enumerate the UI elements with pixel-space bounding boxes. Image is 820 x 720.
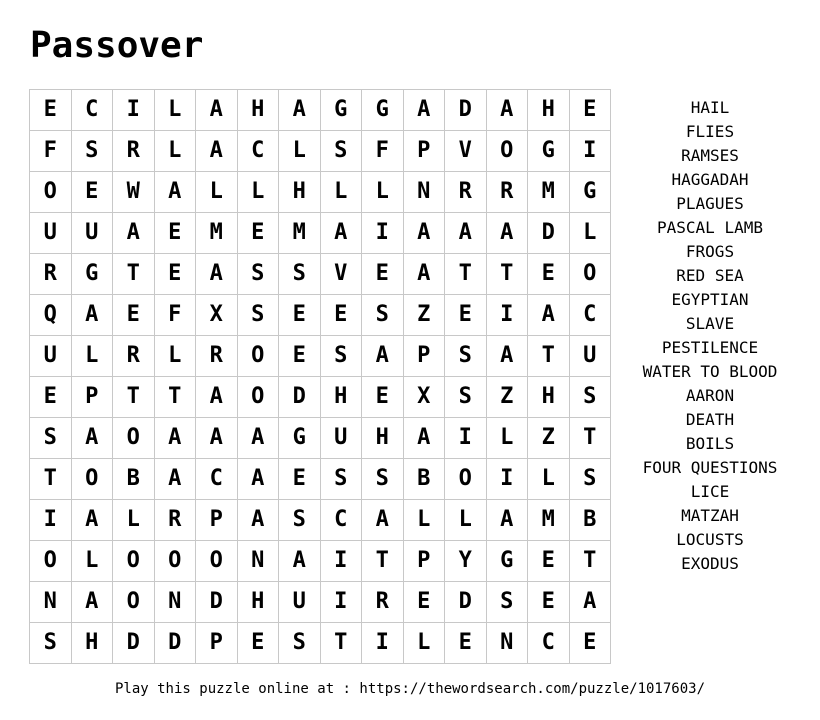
- grid-cell[interactable]: E: [320, 295, 362, 336]
- word-list-item: WATER TO BLOOD: [642, 362, 778, 381]
- grid-cell[interactable]: L: [403, 623, 445, 664]
- grid-cell[interactable]: S: [569, 377, 611, 418]
- grid-cell[interactable]: S: [237, 295, 279, 336]
- grid-cell[interactable]: E: [445, 295, 487, 336]
- grid-cell[interactable]: A: [71, 582, 113, 623]
- grid-cell[interactable]: E: [279, 459, 321, 500]
- grid-cell[interactable]: U: [30, 336, 72, 377]
- grid-cell[interactable]: A: [71, 500, 113, 541]
- grid-cell[interactable]: D: [445, 90, 487, 131]
- grid-cell[interactable]: A: [279, 90, 321, 131]
- grid-row: [30, 172, 611, 213]
- grid-cell[interactable]: U: [71, 213, 113, 254]
- grid-cell[interactable]: S: [569, 459, 611, 500]
- grid-cell[interactable]: S: [362, 295, 404, 336]
- grid-row: [30, 582, 611, 623]
- grid-cell[interactable]: A: [279, 541, 321, 582]
- grid-cell[interactable]: E: [154, 254, 196, 295]
- grid-cell[interactable]: M: [279, 213, 321, 254]
- word-list-item: HAIL: [690, 98, 730, 117]
- grid-cell[interactable]: N: [237, 541, 279, 582]
- footer-link-text: Play this puzzle online at : https://thewordsearch.com/puzzle/1017603/: [114, 681, 705, 697]
- grid-cell[interactable]: N: [486, 623, 528, 664]
- grid-cell[interactable]: G: [71, 254, 113, 295]
- grid-cell[interactable]: E: [528, 582, 570, 623]
- grid-cell[interactable]: N: [403, 172, 445, 213]
- grid-cell[interactable]: X: [403, 377, 445, 418]
- grid-cell[interactable]: E: [569, 623, 611, 664]
- grid-cell[interactable]: R: [196, 336, 238, 377]
- word-list-item: RED SEA: [676, 266, 744, 285]
- grid-cell[interactable]: A: [403, 213, 445, 254]
- grid-cell[interactable]: T: [154, 377, 196, 418]
- grid-cell[interactable]: L: [113, 500, 155, 541]
- grid-cell[interactable]: L: [362, 172, 404, 213]
- grid-cell[interactable]: O: [445, 459, 487, 500]
- grid-cell[interactable]: E: [445, 623, 487, 664]
- word-list-item: FLIES: [685, 122, 735, 141]
- grid-cell[interactable]: P: [403, 336, 445, 377]
- grid-cell[interactable]: O: [30, 541, 72, 582]
- grid-cell[interactable]: R: [30, 254, 72, 295]
- grid-cell[interactable]: D: [196, 582, 238, 623]
- word-list-item: FOUR QUESTIONS: [642, 458, 778, 477]
- grid-cell[interactable]: C: [528, 623, 570, 664]
- grid-cell[interactable]: S: [362, 459, 404, 500]
- grid-cell[interactable]: P: [196, 500, 238, 541]
- grid-row: [30, 418, 611, 459]
- grid-cell[interactable]: L: [154, 131, 196, 172]
- grid-cell[interactable]: A: [486, 213, 528, 254]
- grid-cell[interactable]: S: [320, 459, 362, 500]
- grid-cell[interactable]: S: [445, 377, 487, 418]
- word-list-item: RAMSES: [681, 146, 739, 165]
- grid-cell[interactable]: S: [320, 336, 362, 377]
- grid-cell[interactable]: L: [71, 336, 113, 377]
- grid-cell[interactable]: A: [154, 418, 196, 459]
- grid-cell[interactable]: A: [196, 377, 238, 418]
- grid-cell[interactable]: L: [320, 172, 362, 213]
- grid-cell[interactable]: A: [486, 90, 528, 131]
- grid-cell[interactable]: S: [279, 623, 321, 664]
- grid-cell[interactable]: O: [237, 377, 279, 418]
- grid-cell[interactable]: I: [362, 213, 404, 254]
- grid-cell[interactable]: T: [113, 377, 155, 418]
- grid-cell[interactable]: E: [569, 90, 611, 131]
- grid-cell[interactable]: A: [196, 131, 238, 172]
- grid-cell[interactable]: O: [196, 541, 238, 582]
- word-list-item: EXODUS: [681, 554, 739, 573]
- grid-cell[interactable]: D: [279, 377, 321, 418]
- grid-cell[interactable]: T: [569, 541, 611, 582]
- grid-cell[interactable]: R: [486, 172, 528, 213]
- grid-cell[interactable]: A: [237, 500, 279, 541]
- grid-cell[interactable]: E: [71, 172, 113, 213]
- grid-cell[interactable]: I: [362, 623, 404, 664]
- grid-cell[interactable]: E: [30, 377, 72, 418]
- word-list-item: BOILS: [685, 434, 735, 453]
- grid-cell[interactable]: A: [71, 295, 113, 336]
- grid-cell[interactable]: T: [113, 254, 155, 295]
- grid-cell[interactable]: M: [196, 213, 238, 254]
- grid-cell[interactable]: A: [113, 213, 155, 254]
- grid-row: [30, 295, 611, 336]
- grid-cell[interactable]: Z: [528, 418, 570, 459]
- grid-row: [30, 459, 611, 500]
- grid-cell[interactable]: R: [154, 500, 196, 541]
- grid-cell[interactable]: O: [569, 254, 611, 295]
- grid-cell[interactable]: A: [528, 295, 570, 336]
- word-list-item: HAGGADAH: [671, 170, 749, 189]
- grid-cell[interactable]: C: [320, 500, 362, 541]
- grid-cell[interactable]: S: [71, 131, 113, 172]
- grid-cell[interactable]: Q: [30, 295, 72, 336]
- grid-cell[interactable]: L: [196, 172, 238, 213]
- grid-cell[interactable]: B: [569, 500, 611, 541]
- grid-cell[interactable]: A: [362, 336, 404, 377]
- grid-cell[interactable]: A: [569, 582, 611, 623]
- grid-cell[interactable]: G: [528, 131, 570, 172]
- grid-cell[interactable]: L: [403, 500, 445, 541]
- grid-cell[interactable]: I: [30, 500, 72, 541]
- grid-row: [30, 336, 611, 377]
- grid-cell[interactable]: G: [362, 90, 404, 131]
- grid-cell[interactable]: E: [237, 623, 279, 664]
- grid-cell[interactable]: P: [196, 623, 238, 664]
- grid-cell[interactable]: A: [403, 418, 445, 459]
- grid-cell[interactable]: O: [113, 418, 155, 459]
- grid-cell[interactable]: H: [528, 90, 570, 131]
- grid-row: [30, 90, 611, 131]
- grid-cell[interactable]: A: [237, 418, 279, 459]
- grid-cell[interactable]: O: [71, 459, 113, 500]
- grid-cell[interactable]: C: [71, 90, 113, 131]
- grid-row: [30, 254, 611, 295]
- grid-cell[interactable]: O: [30, 172, 72, 213]
- word-list-item: AARON: [685, 386, 735, 405]
- grid-cell[interactable]: L: [445, 500, 487, 541]
- grid-cell[interactable]: I: [320, 541, 362, 582]
- grid-cell[interactable]: A: [237, 459, 279, 500]
- grid-cell[interactable]: A: [362, 500, 404, 541]
- grid-cell[interactable]: S: [320, 131, 362, 172]
- grid-cell[interactable]: N: [154, 582, 196, 623]
- grid-cell[interactable]: W: [113, 172, 155, 213]
- grid-cell[interactable]: M: [528, 500, 570, 541]
- grid-cell[interactable]: G: [486, 541, 528, 582]
- grid-cell[interactable]: A: [403, 254, 445, 295]
- grid-cell[interactable]: T: [362, 541, 404, 582]
- grid-cell[interactable]: A: [486, 500, 528, 541]
- grid-cell[interactable]: T: [30, 459, 72, 500]
- grid-cell[interactable]: A: [320, 213, 362, 254]
- grid-cell[interactable]: X: [196, 295, 238, 336]
- grid-cell[interactable]: H: [237, 582, 279, 623]
- grid-cell[interactable]: E: [403, 582, 445, 623]
- grid-cell[interactable]: P: [403, 131, 445, 172]
- grid-cell[interactable]: G: [569, 172, 611, 213]
- grid-cell[interactable]: L: [154, 90, 196, 131]
- grid-cell[interactable]: P: [403, 541, 445, 582]
- grid-cell[interactable]: F: [154, 295, 196, 336]
- grid-row: [30, 500, 611, 541]
- grid-cell[interactable]: D: [445, 582, 487, 623]
- grid-cell[interactable]: E: [154, 213, 196, 254]
- word-list-item: PESTILENCE: [661, 338, 759, 357]
- word-list-item: PLAGUES: [676, 194, 744, 213]
- grid-cell[interactable]: T: [486, 254, 528, 295]
- grid-cell[interactable]: A: [154, 172, 196, 213]
- grid-cell[interactable]: H: [362, 418, 404, 459]
- grid-cell[interactable]: V: [320, 254, 362, 295]
- grid-cell[interactable]: D: [113, 623, 155, 664]
- grid-cell[interactable]: L: [237, 172, 279, 213]
- grid-cell[interactable]: B: [113, 459, 155, 500]
- grid-cell[interactable]: C: [237, 131, 279, 172]
- grid-cell[interactable]: A: [196, 254, 238, 295]
- grid-cell[interactable]: G: [279, 418, 321, 459]
- grid-cell[interactable]: D: [154, 623, 196, 664]
- grid-cell[interactable]: A: [445, 213, 487, 254]
- word-list-item: PASCAL LAMB: [657, 218, 763, 237]
- grid-cell[interactable]: E: [30, 90, 72, 131]
- grid-cell[interactable]: L: [71, 541, 113, 582]
- grid-row: [30, 541, 611, 582]
- word-list-item: FROGS: [685, 242, 735, 261]
- grid-cell[interactable]: A: [154, 459, 196, 500]
- grid-cell[interactable]: R: [445, 172, 487, 213]
- grid-cell[interactable]: H: [71, 623, 113, 664]
- grid-cell[interactable]: Z: [486, 377, 528, 418]
- grid-cell[interactable]: A: [403, 90, 445, 131]
- grid-cell[interactable]: M: [528, 172, 570, 213]
- letter-grid: [29, 89, 611, 664]
- grid-cell[interactable]: I: [113, 90, 155, 131]
- grid-cell[interactable]: T: [320, 623, 362, 664]
- grid-cell[interactable]: O: [154, 541, 196, 582]
- grid-cell[interactable]: F: [30, 131, 72, 172]
- puzzle-title: Passover: [30, 25, 204, 66]
- grid-cell[interactable]: I: [320, 582, 362, 623]
- grid-cell[interactable]: A: [71, 418, 113, 459]
- grid-cell[interactable]: D: [528, 213, 570, 254]
- grid-cell[interactable]: E: [279, 336, 321, 377]
- grid-cell[interactable]: E: [362, 254, 404, 295]
- word-list-item: LOCUSTS: [676, 530, 744, 549]
- grid-cell[interactable]: R: [113, 336, 155, 377]
- grid-cell[interactable]: O: [113, 582, 155, 623]
- grid-cell[interactable]: S: [486, 582, 528, 623]
- grid-cell[interactable]: U: [30, 213, 72, 254]
- word-list-item: EGYPTIAN: [671, 290, 749, 309]
- grid-cell[interactable]: E: [279, 295, 321, 336]
- grid-cell[interactable]: C: [196, 459, 238, 500]
- grid-cell[interactable]: T: [445, 254, 487, 295]
- grid-cell[interactable]: U: [279, 582, 321, 623]
- grid-cell[interactable]: U: [320, 418, 362, 459]
- word-list: [622, 96, 798, 576]
- grid-cell[interactable]: H: [279, 172, 321, 213]
- grid-cell[interactable]: L: [486, 418, 528, 459]
- grid-cell[interactable]: I: [486, 295, 528, 336]
- grid-cell[interactable]: A: [486, 336, 528, 377]
- grid-cell[interactable]: Y: [445, 541, 487, 582]
- grid-cell[interactable]: A: [196, 418, 238, 459]
- grid-cell[interactable]: L: [154, 336, 196, 377]
- grid-cell[interactable]: I: [445, 418, 487, 459]
- grid-cell[interactable]: O: [486, 131, 528, 172]
- grid-cell[interactable]: T: [528, 336, 570, 377]
- grid-cell[interactable]: R: [362, 582, 404, 623]
- grid-cell[interactable]: E: [528, 254, 570, 295]
- grid-cell[interactable]: O: [237, 336, 279, 377]
- grid-cell[interactable]: L: [279, 131, 321, 172]
- grid-cell[interactable]: C: [569, 295, 611, 336]
- grid-cell[interactable]: S: [30, 418, 72, 459]
- grid-cell[interactable]: P: [71, 377, 113, 418]
- grid-cell[interactable]: L: [528, 459, 570, 500]
- grid-cell[interactable]: Z: [403, 295, 445, 336]
- grid-cell[interactable]: E: [362, 377, 404, 418]
- grid-cell[interactable]: O: [113, 541, 155, 582]
- grid-cell[interactable]: S: [237, 254, 279, 295]
- grid-cell[interactable]: L: [569, 213, 611, 254]
- grid-cell[interactable]: G: [320, 90, 362, 131]
- grid-cell[interactable]: H: [528, 377, 570, 418]
- grid-cell[interactable]: H: [237, 90, 279, 131]
- grid-cell[interactable]: E: [237, 213, 279, 254]
- grid-row: [30, 623, 611, 664]
- grid-cell[interactable]: B: [403, 459, 445, 500]
- grid-cell[interactable]: U: [569, 336, 611, 377]
- grid-cell[interactable]: R: [113, 131, 155, 172]
- grid-cell[interactable]: S: [279, 500, 321, 541]
- grid-cell[interactable]: T: [569, 418, 611, 459]
- grid-cell[interactable]: I: [486, 459, 528, 500]
- grid-row: [30, 213, 611, 254]
- grid-cell[interactable]: S: [30, 623, 72, 664]
- grid-cell[interactable]: E: [113, 295, 155, 336]
- grid-cell[interactable]: I: [569, 131, 611, 172]
- grid-cell[interactable]: S: [445, 336, 487, 377]
- grid-cell[interactable]: V: [445, 131, 487, 172]
- word-list-item: DEATH: [685, 410, 735, 429]
- grid-row: [30, 377, 611, 418]
- grid-cell[interactable]: F: [362, 131, 404, 172]
- grid-cell[interactable]: H: [320, 377, 362, 418]
- word-list-item: SLAVE: [685, 314, 735, 333]
- grid-row: [30, 131, 611, 172]
- grid-cell[interactable]: E: [528, 541, 570, 582]
- grid-cell[interactable]: N: [30, 582, 72, 623]
- grid-cell[interactable]: S: [279, 254, 321, 295]
- grid-cell[interactable]: A: [196, 90, 238, 131]
- word-list-item: MATZAH: [681, 506, 739, 525]
- word-list-item: LICE: [690, 482, 730, 501]
